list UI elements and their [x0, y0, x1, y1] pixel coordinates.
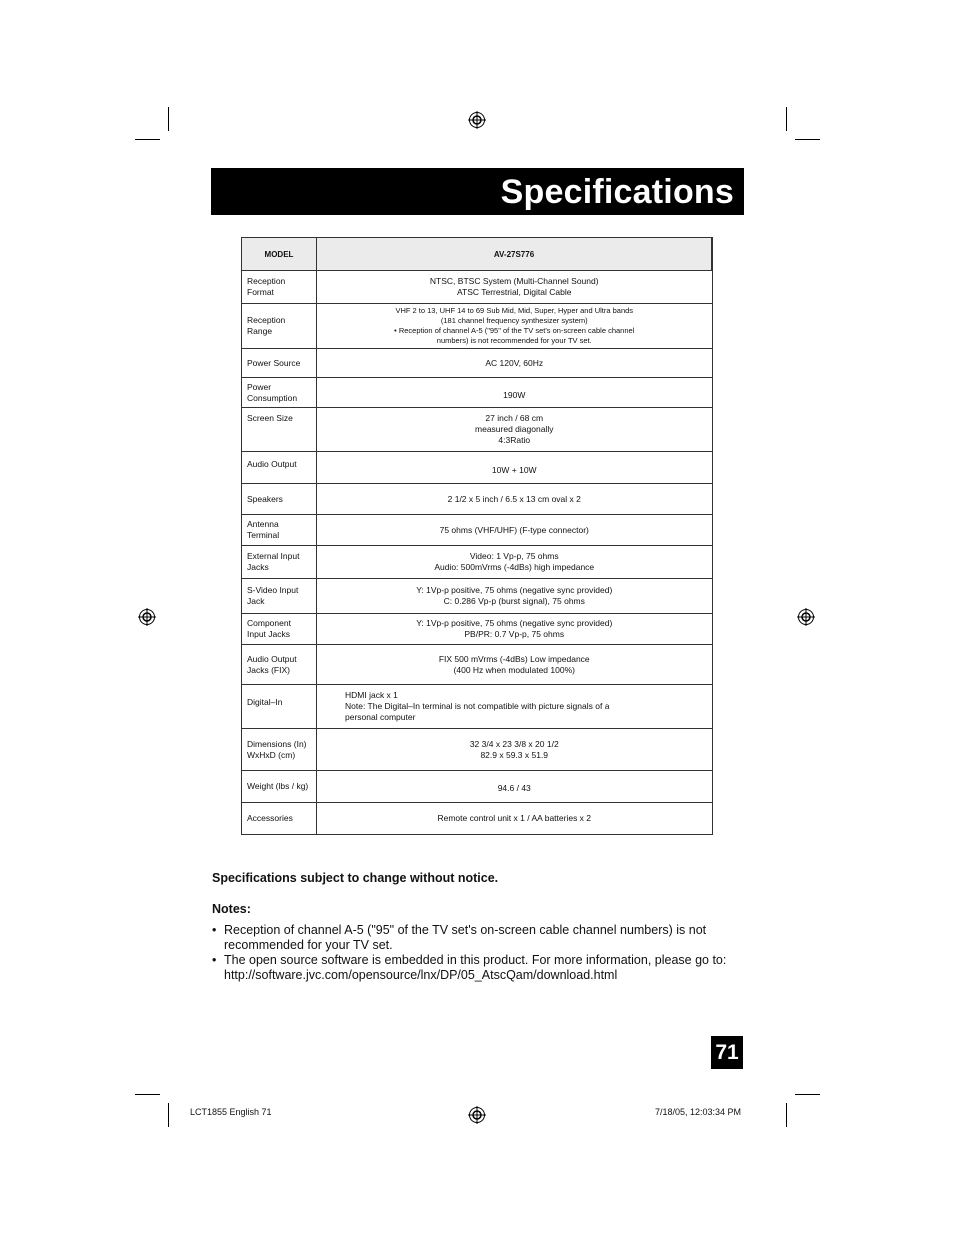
list-item: [212, 923, 752, 953]
value-line: (400 Hz when modulated 100%): [453, 664, 575, 675]
value-line: VHF 2 to 13, UHF 14 to 69 Sub Mid, Mid, Super, Hyper and Ultra bands: [395, 306, 634, 315]
row-label: S-Video Input Jack: [242, 579, 317, 614]
registration-mark-icon: [468, 111, 486, 129]
row-label: Audio Output: [242, 452, 317, 484]
table-row: [242, 304, 713, 349]
table-row: [242, 645, 713, 685]
value-line: Y: 1Vp-p positive, 75 ohms (negative sync provided): [416, 618, 613, 628]
table-row: [242, 452, 713, 484]
value-line: (181 channel frequency synthesizer system): [440, 316, 588, 325]
note-line: • Reception of channel A-5 ("95" of the TV set's on-screen cable channel numbers) is not: [224, 923, 707, 937]
table-row: [242, 771, 713, 803]
row-value: [317, 452, 713, 484]
note-line: http://software.jvc.com/opensource/lnx/DP/05_AtscQam/download.html: [224, 968, 618, 982]
row-label: Antenna Terminal: [242, 515, 317, 546]
crop-mark: [168, 1103, 169, 1127]
table-row: [242, 729, 713, 771]
model-value: AV-27S776: [317, 238, 713, 271]
title-bar: [211, 168, 744, 215]
value-line: 27 inch / 68 cm: [485, 413, 544, 423]
footer-left: LCT1855 English 71: [190, 1107, 272, 1117]
table-header-row: [242, 238, 713, 271]
row-value: [317, 614, 713, 645]
row-label: External Input Jacks: [242, 546, 317, 579]
value-line: FIX 500 mVrms (-4dBs) Low impedance: [438, 653, 590, 664]
value-line: 94.6 / 43: [497, 783, 531, 793]
row-label: Power Source: [242, 349, 317, 378]
table-row: [242, 271, 713, 304]
table-row: [242, 515, 713, 546]
value-line: PB/PR: 0.7 Vp-p, 75 ohms: [464, 629, 565, 639]
note-line: recommended for your TV set.: [224, 938, 393, 952]
row-label: Power Consumption: [242, 378, 317, 408]
value-line: AC 120V, 60Hz: [485, 357, 544, 368]
table-row: [242, 408, 713, 452]
registration-mark-icon: [797, 608, 815, 626]
value-line: 75 ohms (VHF/UHF) (F-type connector): [439, 524, 589, 535]
value-line: ATSC Terrestrial, Digital Cable: [457, 287, 572, 297]
row-label: Weight (lbs / kg): [242, 771, 317, 803]
row-value: [317, 408, 713, 452]
row-value: [317, 271, 713, 304]
table-row: [242, 803, 713, 835]
value-line: 2 1/2 x 5 inch / 6.5 x 13 cm oval x 2: [447, 493, 581, 504]
table-row: [242, 484, 713, 515]
list-item: [212, 953, 752, 983]
value-line: measured diagonally: [475, 424, 554, 434]
notes-title: Notes:: [212, 902, 251, 916]
page-title: Specifications: [500, 173, 734, 211]
value-line: 10W + 10W: [491, 465, 537, 475]
table-row: [242, 614, 713, 645]
crop-mark: [786, 107, 787, 131]
row-label: Screen Size: [242, 408, 317, 452]
crop-mark: [135, 139, 160, 140]
spec-table: [241, 237, 713, 835]
row-value: [317, 484, 713, 515]
registration-mark-icon: [468, 1106, 486, 1124]
row-value: [317, 729, 713, 771]
value-line: Y: 1Vp-p positive, 75 ohms (negative sync provided): [416, 585, 613, 595]
value-line: 32 3/4 x 23 3/8 x 20 1/2: [469, 738, 559, 749]
row-value: [317, 515, 713, 546]
crop-mark: [786, 1103, 787, 1127]
notes-list: [212, 923, 752, 983]
row-label: Accessories: [242, 803, 317, 835]
registration-mark-icon: [138, 608, 156, 626]
table-row: [242, 349, 713, 378]
row-label: Reception Range: [242, 304, 317, 349]
table-row: [242, 378, 713, 408]
row-label: Digital–In: [242, 685, 317, 729]
value-line: personal computer: [345, 712, 416, 722]
crop-mark: [795, 1094, 820, 1095]
value-line: numbers) is not recommended for your TV set.: [436, 336, 592, 345]
row-value: [317, 771, 713, 803]
row-value: [317, 304, 713, 349]
row-label: Audio Output Jacks (FIX): [242, 645, 317, 685]
value-line: HDMI jack x 1: [345, 690, 398, 700]
row-label: Reception Format: [242, 271, 317, 304]
value-line: Audio: 500mVrms (-4dBs) high impedance: [434, 562, 595, 572]
value-line: Video: 1 Vp-p, 75 ohms: [469, 551, 559, 561]
row-value: [317, 378, 713, 408]
footer-right: 7/18/05, 12:03:34 PM: [654, 1107, 741, 1117]
row-value: [317, 546, 713, 579]
value-line: 190W: [503, 390, 526, 400]
value-line: 4:3Ratio: [498, 435, 531, 445]
value-line: Note: The Digital–In terminal is not compatible with picture signals of a: [345, 701, 610, 711]
row-value: [317, 645, 713, 685]
row-value: [317, 579, 713, 614]
row-label: Speakers: [242, 484, 317, 515]
note-line: • The open source software is embedded in this product. For more information, please go to:: [224, 953, 727, 967]
row-label: Dimensions (In) WxHxD (cm): [242, 729, 317, 771]
value-line: NTSC, BTSC System (Multi-Channel Sound): [429, 276, 599, 286]
row-label: Component Input Jacks: [242, 614, 317, 645]
model-header: MODEL: [242, 238, 317, 271]
page-number: 71: [711, 1036, 743, 1069]
row-value: [317, 349, 713, 378]
value-line: C: 0.286 Vp-p (burst signal), 75 ohms: [443, 596, 585, 606]
value-line: • Reception of channel A-5 ("95" of the TV set's on-screen cable channel: [394, 326, 635, 335]
row-value: [317, 685, 713, 729]
value-line: 82.9 x 59.3 x 51.9: [480, 749, 549, 760]
table-row: [242, 579, 713, 614]
change-notice: Specifications subject to change without notice.: [212, 871, 499, 885]
value-line: Remote control unit x 1 / AA batteries x 2: [437, 813, 592, 823]
crop-mark: [135, 1094, 160, 1095]
crop-mark: [795, 139, 820, 140]
crop-mark: [168, 107, 169, 131]
row-value: [317, 803, 713, 835]
table-row: [242, 546, 713, 579]
table-row: [242, 685, 713, 729]
